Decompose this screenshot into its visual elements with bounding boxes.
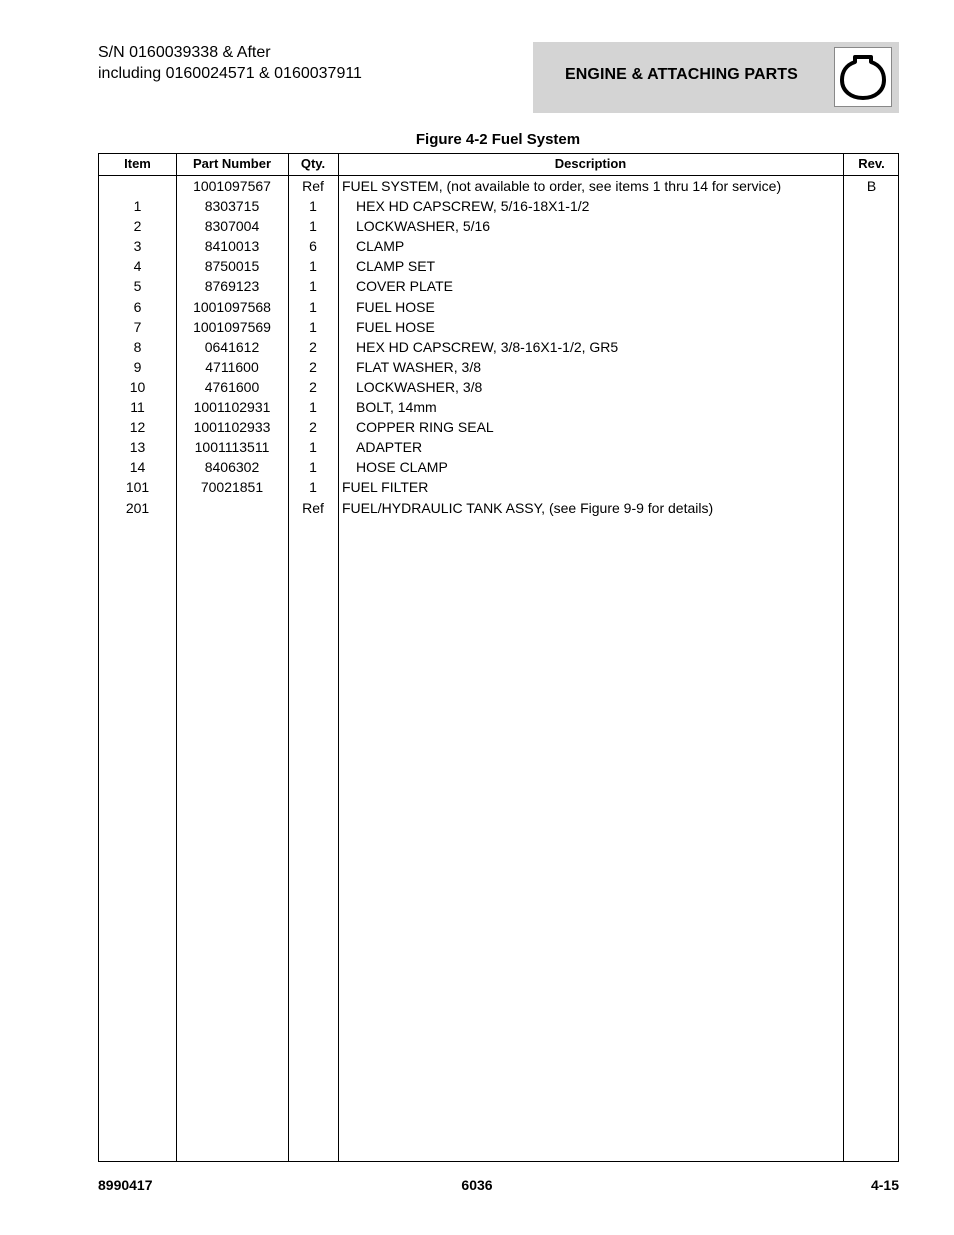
- table-row: [99, 477, 898, 497]
- table-row: [99, 297, 898, 317]
- row-part-number: 8303715: [204, 198, 260, 215]
- table-row: [99, 337, 898, 357]
- row-item-number: 3: [133, 238, 142, 255]
- row-description: HEX HD CAPSCREW, 3/8-16X1-1/2, GR5: [356, 338, 619, 355]
- table-row: [99, 437, 898, 457]
- row-description: HOSE CLAMP: [356, 459, 448, 476]
- row-quantity: 6: [309, 238, 317, 255]
- table-row: [99, 417, 898, 437]
- row-part-number: 1001102933: [193, 419, 271, 436]
- header-description: Description: [554, 156, 627, 171]
- engine-icon-graphic: [839, 52, 887, 102]
- table-row: [99, 256, 898, 276]
- table-row: [99, 317, 898, 337]
- row-item-number: 13: [129, 439, 146, 456]
- row-part-number: 8769123: [204, 278, 260, 295]
- row-part-number: 1001113511: [194, 439, 270, 456]
- table-row: [99, 357, 898, 377]
- row-description: FUEL HOSE: [356, 318, 435, 335]
- table-row: [99, 498, 898, 518]
- header-rev: Rev.: [858, 156, 885, 171]
- table-row: [99, 397, 898, 417]
- row-item-number: 7: [133, 318, 142, 335]
- row-item-number: 1: [133, 198, 142, 215]
- row-quantity: 1: [309, 399, 317, 416]
- row-quantity: 2: [309, 419, 317, 436]
- serial-including-line: including 0160024571 & 0160037911: [98, 65, 362, 82]
- row-description: FUEL FILTER: [342, 479, 429, 496]
- row-description: FUEL/HYDRAULIC TANK ASSY, (see Figure 9-9 for details): [342, 499, 714, 516]
- row-item-number: 14: [129, 459, 146, 476]
- row-quantity: 2: [309, 378, 317, 395]
- row-quantity: 1: [309, 258, 317, 275]
- row-description: FLAT WASHER, 3/8: [356, 358, 481, 375]
- row-item-number: 8: [133, 338, 142, 355]
- row-quantity: 1: [309, 459, 317, 476]
- row-quantity: 1: [309, 198, 317, 215]
- row-part-number: 1001097568: [193, 298, 271, 315]
- row-quantity: 1: [309, 298, 317, 315]
- serial-number-block: [98, 42, 362, 84]
- row-quantity: 1: [309, 218, 317, 235]
- row-item-number: 101: [125, 479, 150, 496]
- row-quantity: 1: [309, 278, 317, 295]
- footer-page-number: 4-15: [870, 1177, 899, 1193]
- row-description: FUEL HOSE: [356, 298, 435, 315]
- table-row: [99, 216, 898, 236]
- row-description: CLAMP: [356, 238, 405, 255]
- row-description: COPPER RING SEAL: [356, 419, 494, 436]
- row-quantity: 1: [309, 479, 317, 496]
- row-part-number: 0641612: [204, 338, 260, 355]
- row-revision: B: [866, 178, 877, 194]
- row-quantity: 2: [309, 358, 317, 375]
- row-description: COVER PLATE: [356, 278, 453, 295]
- row-item-number: 6: [133, 298, 142, 315]
- row-part-number: 8750015: [204, 258, 260, 275]
- row-part-number: 8307004: [204, 218, 260, 235]
- parts-table: [98, 153, 899, 1162]
- table-row: [99, 176, 898, 196]
- header-item: Item: [124, 156, 151, 171]
- row-item-number: 5: [133, 278, 142, 295]
- figure-title: Figure 4-2 Fuel System: [415, 131, 581, 148]
- row-item-number: 12: [129, 419, 146, 436]
- section-header-box: [533, 42, 899, 113]
- row-item-number: 2: [133, 218, 142, 235]
- header-part-number: Part Number: [192, 156, 272, 171]
- row-part-number: 1001097569: [193, 318, 271, 335]
- footer-document-number: 8990417: [98, 1177, 153, 1193]
- row-quantity: 1: [309, 439, 317, 456]
- table-row: [99, 377, 898, 397]
- row-description: FUEL SYSTEM, (not available to order, see items 1 thru 14 for service): [342, 178, 782, 194]
- row-part-number: 4761600: [204, 378, 260, 395]
- table-row: [99, 457, 898, 477]
- row-part-number: 1001102931: [193, 399, 271, 416]
- row-item-number: 4: [133, 258, 142, 275]
- row-description: HEX HD CAPSCREW, 5/16-18X1-1/2: [356, 198, 590, 215]
- row-part-number: 8410013: [204, 238, 260, 255]
- row-item-number: 9: [133, 358, 142, 375]
- row-item-number: 10: [129, 378, 146, 395]
- serial-range-line: S/N 0160039338 & After: [98, 44, 271, 61]
- engine-icon: [834, 47, 892, 107]
- row-part-number: 1001097567: [193, 178, 271, 194]
- row-item-number: 201: [125, 499, 150, 516]
- table-row: [99, 276, 898, 296]
- row-part-number: 4711600: [205, 358, 259, 375]
- row-part-number: 70021851: [200, 479, 264, 496]
- row-description: BOLT, 14mm: [356, 399, 437, 416]
- row-item-number: 11: [130, 399, 145, 416]
- row-description: LOCKWASHER, 3/8: [356, 378, 483, 395]
- table-body: [99, 176, 898, 518]
- row-part-number: 8406302: [204, 459, 260, 476]
- header-qty: Qty.: [300, 156, 326, 171]
- row-quantity: 2: [309, 338, 317, 355]
- footer-model-number: 6036: [461, 1177, 493, 1193]
- row-description: LOCKWASHER, 5/16: [356, 218, 491, 235]
- row-description: CLAMP SET: [356, 258, 436, 275]
- row-quantity: Ref: [302, 499, 324, 516]
- table-row: [99, 196, 898, 216]
- table-row: [99, 236, 898, 256]
- row-description: ADAPTER: [356, 439, 423, 456]
- row-quantity: Ref: [302, 178, 324, 194]
- section-title: ENGINE & ATTACHING PARTS: [565, 66, 798, 83]
- row-quantity: 1: [309, 318, 317, 335]
